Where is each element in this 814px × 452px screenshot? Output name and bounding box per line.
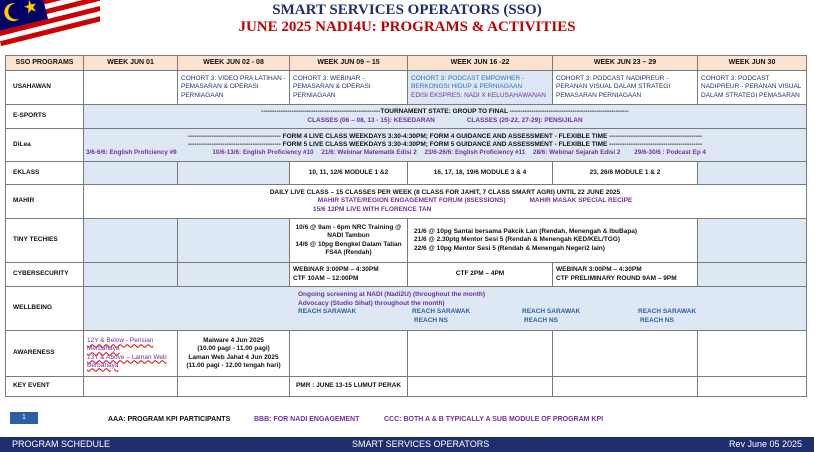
row-label: MAHIR [6, 185, 84, 219]
table-cell [408, 219, 698, 263]
table-cell: 23, 26/6 MODULE 1 & 2 [553, 162, 698, 185]
table-cell: Malware 4 Jun 2025 (10.00 pagi - 11.00 pagi) Laman Web Jahat 4 Jun 2025 (11.00 pagi - 12.00 tengah hari) [178, 331, 290, 377]
table-cell [408, 71, 553, 105]
table-cell [698, 162, 807, 185]
cell-text: 21/6 @ 10pg Santai bersama Pakcik Lan (Rendah, Menengah & IbuBapa) [414, 228, 638, 236]
footer-center-text: SMART SERVICES OPERATORS [352, 439, 490, 449]
row-label: AWARENESS [6, 331, 84, 377]
table-cell: CTF 2PM – 4PM [408, 263, 553, 287]
table-cell: PMR : JUNE 13-15 LUMUT PERAK [290, 377, 408, 397]
cell-text: 23/6-26/6: English Proficiency #11 [424, 149, 526, 157]
cell-text: Advocacy (Studio Sihat) throughout the month) [298, 299, 445, 307]
table-cell [84, 377, 178, 397]
table-row-mahir [6, 185, 807, 219]
table-cell [84, 219, 178, 263]
cell-text: DAILY LIVE CLASS – 15 CLASSES PER WEEK (8 CLASS FOR JAHIT, 7 CLASS SMART AGRI) UNTIL 22 JUNE 2025 [269, 189, 621, 197]
footer-left-text: PROGRAM SCHEDULE [12, 439, 111, 449]
row-label: WELLBEING [6, 287, 84, 331]
table-cell: WEBINAR 3:00PM – 4:30PM CTF PRELIMINARY ROUND 9AM – 9PM [553, 263, 698, 287]
cell-text: 12Y & Below - Perisian Merbahaya 13Y & Above – Laman Web Berbahaya [87, 337, 167, 369]
row-label: KEY EVENT [6, 377, 84, 397]
table-row-tiny-techies [6, 219, 807, 263]
table-row-key-event [6, 377, 807, 397]
row-label: CYBERSECURITY [6, 263, 84, 287]
table-cell: 10, 11, 12/6 MODULE 1 &2 [290, 162, 408, 185]
table-cell: COHORT 3: VIDEO PRA LATIHAN - PEMASARAN & OPERASI PERNIAGAAN [178, 71, 290, 105]
page-title: SMART SERVICES OPERATORS (SSO) [272, 2, 542, 18]
page-number: 1 [10, 412, 38, 424]
table-cell [84, 185, 807, 219]
table-cell [84, 129, 807, 162]
column-header: WEEK JUN 16 -22 [408, 56, 553, 71]
cell-text: Ongoing screening at NADI (Nadi2U) (throughout the month) [298, 291, 486, 299]
cell-text: ------------------------------------------- FORM 4 LIVE CLASS WEEKDAYS 3:30-4:30PM; FORM 4 GUIDANCE AND ASSESSMENT - FLEXIBLE TIME ------------------------------------------- [187, 132, 703, 140]
cell-text: 28/6: Webinar Sejarah Edisi 2 [533, 149, 621, 157]
cell-text: -------------------------------------------------------TOURNAMENT STATE: GROUP TO FINAL ------------------------------------------------------- [261, 108, 629, 116]
cell-text: 15/6 12PM LIVE WITH FLORENCE TAN [313, 205, 432, 213]
table-cell [698, 263, 807, 287]
cell-text: CLASSES (06 – 08, 13 - 15): KESEDARAN [307, 116, 435, 124]
table-row-awareness [6, 331, 807, 377]
table-cell: COHORT 3: WEBINAR - PEMASARAN & OPERASI PERNIAGAAN [290, 71, 408, 105]
row-label: E-SPORTS [6, 105, 84, 129]
cell-text: 21/6: Webinar Matematik Edisi 2 [321, 149, 417, 157]
column-header: SSO PROGRAMS [6, 56, 84, 71]
table-cell [698, 331, 807, 377]
cell-text: 22/6 @ 10pg Mentor Sesi 5 (Rendah & Menengah Negeri2 lain) [414, 244, 605, 252]
legend-aaa: AAA: PROGRAM KPI PARTICIPANTS [108, 416, 231, 423]
cell-text: REACH SARAWAK [638, 307, 697, 315]
page-subtitle: JUNE 2025 NADI4U: PROGRAMS & ACTIVITIES [238, 19, 576, 35]
cell-text: MAHIR MASAK SPECIAL RECIPE [529, 197, 633, 205]
table-cell [84, 105, 807, 129]
table-cell [178, 377, 290, 397]
row-label: DiLea [6, 129, 84, 162]
table-cell [698, 219, 807, 263]
cell-text: REACH SARAWAK [298, 307, 357, 315]
table-cell [178, 263, 290, 287]
cell-text: REACH SARAWAK [412, 307, 471, 315]
table-cell: WEBINAR 3:00PM – 4:30PM CTF 10AM – 12:00PM [290, 263, 408, 287]
table-row-eklass [6, 162, 807, 185]
table-cell [553, 377, 698, 397]
legend-ccc: CCC: BOTH A & B TYPICALLY A SUB MODULE OF PROGRAM KPI [384, 416, 604, 423]
cell-text: REACH NS [524, 316, 558, 324]
table-cell [178, 162, 290, 185]
column-header: WEEK JUN 30 [698, 56, 807, 71]
table-row-usahawan [6, 71, 807, 105]
table-cell [84, 263, 178, 287]
row-label: EKLASS [6, 162, 84, 185]
cell-text: EDISI EKSPRES: NADI X KELUSAHAWANAN [411, 91, 546, 99]
column-header: WEEK JUN 23 – 29 [553, 56, 698, 71]
table-row-cybersecurity [6, 263, 807, 287]
table-row-wellbeing [6, 287, 807, 331]
table-cell [84, 162, 178, 185]
cell-text: REACH NS [414, 316, 448, 324]
table-cell [84, 331, 178, 377]
cell-text: ------------------------------------------- FORM 5 LIVE CLASS WEEKDAYS 3:30-4:30PM; FORM 5 GUIDANCE AND ASSESSMENT - FLEXIBLE TIME ------------------------------------------- [187, 141, 703, 149]
cell-text: REACH SARAWAK [522, 307, 581, 315]
table-header-row [6, 56, 807, 71]
table-cell [408, 331, 553, 377]
table-row-dilea [6, 129, 807, 162]
table-cell [698, 377, 807, 397]
column-header: WEEK JUN 02 - 08 [178, 56, 290, 71]
cell-text: 29/6-30/6 : Podcast Ep 4 [634, 149, 706, 157]
table-row-esports [6, 105, 807, 129]
table-cell [178, 219, 290, 263]
table-cell: 10/6 @ 9am - 6pm NRC Training @ NADI Tambun 14/6 @ 10pg Bengkel Dalam Talian FS4A (Rendah) [290, 219, 408, 263]
cell-text: 10/6-13/6: English Proficiency #10 [212, 149, 314, 157]
row-label: TINY TECHIES [6, 219, 84, 263]
cell-text: 21/6 @ 2.30ptg Mentor Sesi 5 (Rendah & Menengah KED/KEL/TGG) [414, 236, 621, 244]
table-cell [84, 287, 807, 331]
column-header: WEEK JUN 09 – 15 [290, 56, 408, 71]
table-cell: 16, 17, 18, 19/6 MODULE 3 & 4 [408, 162, 553, 185]
cell-text: CLASSES (20-22, 27-29): PENSIJILAN [466, 116, 583, 124]
table-cell: COHORT 3: PODCAST NADIPREUR - PERANAN VISUAL DALAM STRATEGI PEMASARAN [698, 71, 807, 105]
table-cell: COHORT 3: PODCAST NADIPREUR - PERANAN VISUAL DALAM STRATEGI PEMASARAN PERNIAGAAN [553, 71, 698, 105]
cell-text: MAHIR STATE/REGION ENGAGEMENT FORUM (8SESSIONS) [317, 197, 506, 205]
cell-text: COHORT 3: PODCAST EMPOWHER - BERKONGSI HIDUP & PERNIAGAAN [411, 75, 525, 91]
table-cell [290, 331, 408, 377]
table-cell [84, 71, 178, 105]
column-header: WEEK JUN 01 [84, 56, 178, 71]
row-label: USAHAWAN [6, 71, 84, 105]
legend-bbb: BBB: FOR NADI ENGAGEMENT [254, 416, 360, 423]
cell-text: 3/6-6/6: English Proficiency #9 [86, 149, 177, 157]
schedule-table [5, 55, 807, 397]
table-cell [553, 331, 698, 377]
table-cell [408, 377, 553, 397]
footer-right-text: Rev June 05 2025 [728, 439, 802, 449]
cell-text: REACH NS [640, 316, 674, 324]
footer-bar [0, 437, 814, 452]
